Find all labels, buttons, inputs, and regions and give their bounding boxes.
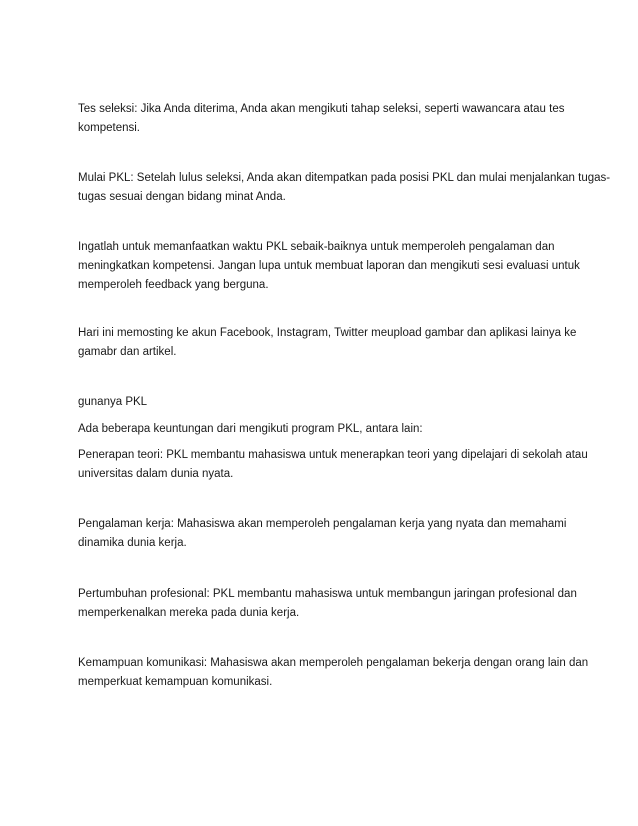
paragraph-line: Pengalaman kerja: Mahasiswa akan memperoleh pengalaman kerja yang nyata dan memahami <box>78 518 567 530</box>
paragraph-line: memperoleh feedback yang berguna. <box>78 279 269 291</box>
paragraph-pertumbuhan-profesional <box>78 585 577 623</box>
paragraph-keuntungan-intro <box>78 420 548 439</box>
paragraph-line: Pertumbuhan profesional: PKL membantu mahasiswa untuk membangun jaringan profesional dan <box>78 588 577 600</box>
paragraph-line: memperkenalkan mereka pada dunia kerja. <box>78 607 300 619</box>
paragraph-gunanya-pkl <box>78 393 548 412</box>
paragraph-line: Kemampuan komunikasi: Mahasiswa akan memperoleh pengalaman bekerja dengan orang lain dan <box>78 657 589 669</box>
paragraph-line: tugas sesuai dengan bidang minat Anda. <box>78 191 286 203</box>
paragraph-line: Ingatlah untuk memanfaatkan waktu PKL sebaik-baiknya untuk memperoleh pengalaman dan <box>78 241 555 253</box>
paragraph-mulai-pkl <box>78 169 611 207</box>
paragraph-line: meningkatkan kompetensi. Jangan lupa untuk membuat laporan dan mengikuti sesi evaluasi untuk <box>78 260 580 272</box>
paragraph-line: Mulai PKL: Setelah lulus seleksi, Anda akan ditempatkan pada posisi PKL dan mulai menjalankan tugas- <box>78 172 611 184</box>
paragraph-line: Hari ini memosting ke akun Facebook, Instagram, Twitter meupload gambar dan aplikasi lainya ke <box>78 327 577 339</box>
paragraph-pengalaman-kerja <box>78 515 567 553</box>
paragraph-line: kompetensi. <box>78 122 141 134</box>
paragraph-hari-ini <box>78 324 577 362</box>
paragraph-penerapan-teori <box>78 446 588 484</box>
paragraph-line: universitas dalam dunia nyata. <box>78 468 234 480</box>
paragraph-tes-seleksi <box>78 100 565 138</box>
paragraph-line: memperkuat kemampuan komunikasi. <box>78 676 273 688</box>
paragraph-line: dinamika dunia kerja. <box>78 537 187 549</box>
paragraph-line: Tes seleksi: Jika Anda diterima, Anda akan mengikuti tahap seleksi, seperti wawancara atau tes <box>78 103 565 115</box>
paragraph-ingatlah <box>78 238 580 295</box>
paragraph-line: gamabr dan artikel. <box>78 346 177 358</box>
paragraph-line: Ada beberapa keuntungan dari mengikuti program PKL, antara lain: <box>78 423 423 435</box>
paragraph-kemampuan-komunikasi <box>78 654 589 692</box>
paragraph-line: gunanya PKL <box>78 396 148 408</box>
paragraph-line: Penerapan teori: PKL membantu mahasiswa untuk menerapkan teori yang dipelajari di sekolah atau <box>78 449 588 461</box>
